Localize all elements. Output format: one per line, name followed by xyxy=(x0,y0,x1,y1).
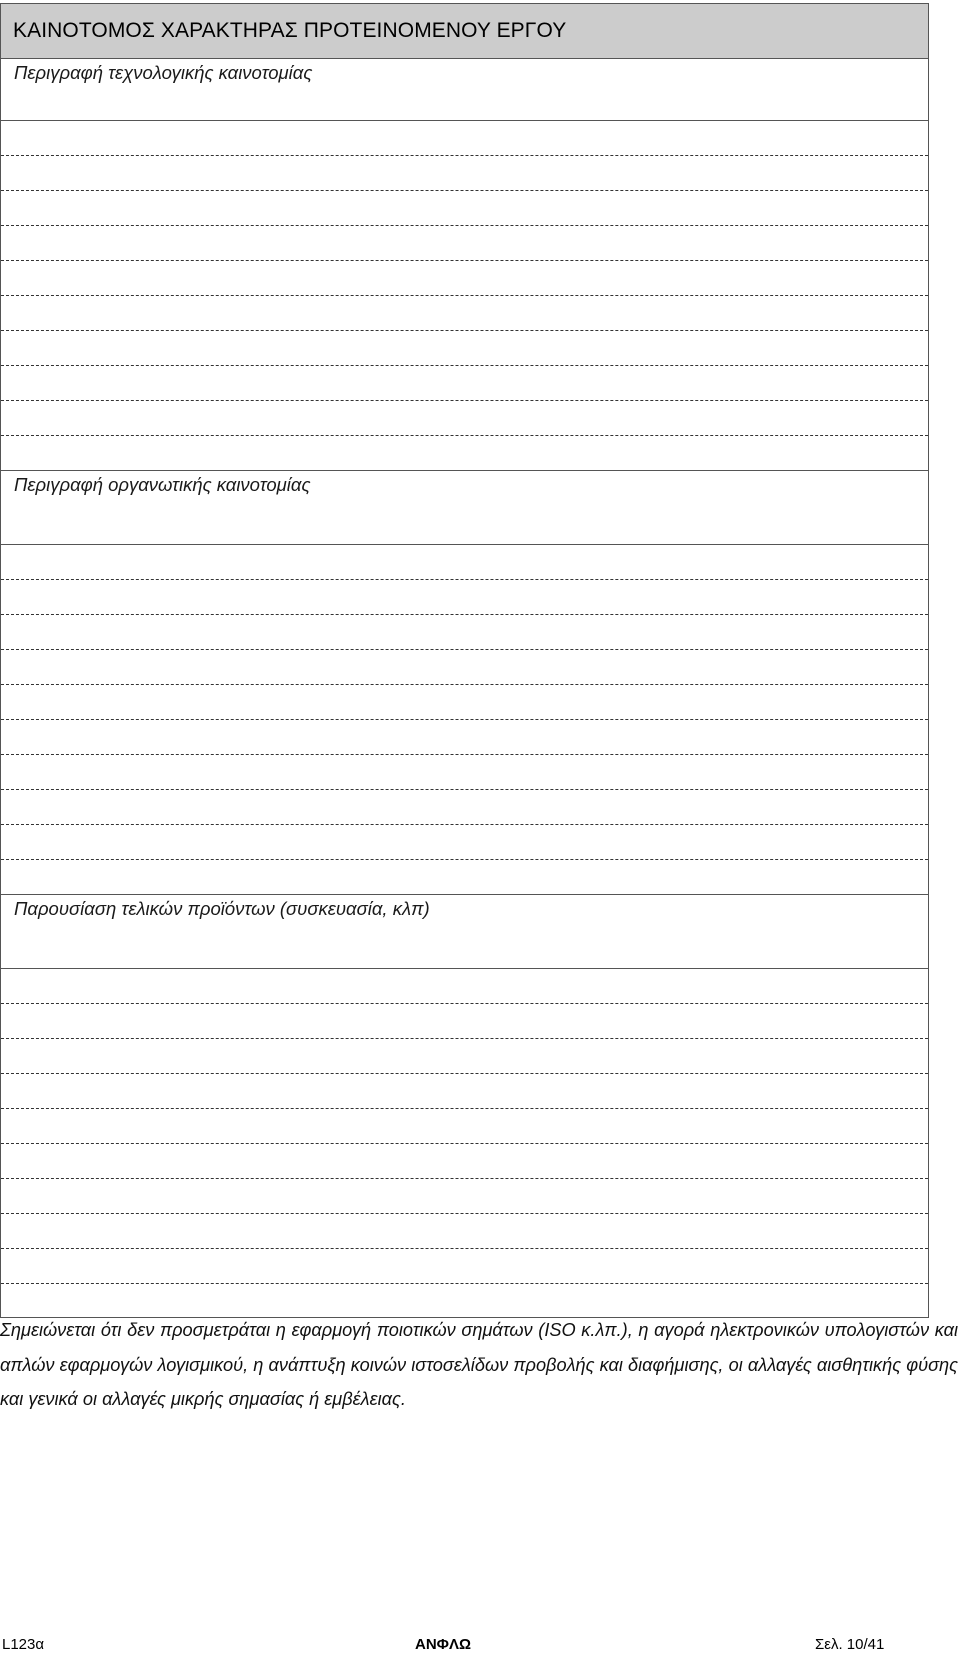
section-label-final-products: Παρουσίαση τελικών προϊόντων (συσκευασία, κλπ) xyxy=(1,895,929,969)
page-number: Σελ. 10/41 xyxy=(815,1636,885,1653)
document-code: L123α xyxy=(2,1636,45,1653)
blank-line-last xyxy=(1,860,928,894)
section-lines-organizational[interactable] xyxy=(1,545,929,895)
blank-line xyxy=(1,1144,928,1179)
section-lines-final-products[interactable] xyxy=(1,969,929,1319)
blank-line xyxy=(1,1074,928,1109)
blank-line xyxy=(1,1004,928,1039)
blank-line xyxy=(1,1214,928,1249)
innovation-form-table xyxy=(0,3,929,1318)
blank-line xyxy=(1,580,928,615)
blank-line xyxy=(1,825,928,860)
section-label-technological: Περιγραφή τεχνολογικής καινοτομίας xyxy=(1,59,929,121)
blank-line xyxy=(1,650,928,685)
blank-line xyxy=(1,545,928,580)
form-title: ΚΑΙΝΟΤΟΜΟΣ ΧΑΡΑΚΤΗΡΑΣ ΠΡΟΤΕΙΝΟΜΕΝΟΥ ΕΡΓΟΥ xyxy=(1,4,929,59)
exclusion-note: Σημειώνεται ότι δεν προσμετράται η εφαρμογή ποιοτικών σημάτων (ISO κ.λπ.), η αγορά ηλεκτρονικών υπολογιστών και απλών εφαρμογών λογισμικού, η ανάπτυξη κοινών ιστοσελίδων προβολής και διαφήμισης, οι αλλαγές αισθητικής φύσης και γενικά οι αλλαγές μικρής σημασίας ή εμβέλειας. xyxy=(0,1320,958,1409)
blank-line xyxy=(1,156,928,191)
blank-line xyxy=(1,969,928,1004)
blank-line xyxy=(1,755,928,790)
blank-line xyxy=(1,191,928,226)
page-footer xyxy=(0,1636,960,1656)
blank-line xyxy=(1,685,928,720)
blank-line xyxy=(1,720,928,755)
blank-line xyxy=(1,226,928,261)
blank-line xyxy=(1,296,928,331)
blank-line-last xyxy=(1,436,928,470)
blank-line xyxy=(1,401,928,436)
blank-line xyxy=(1,366,928,401)
blank-line xyxy=(1,1249,928,1284)
section-lines-technological[interactable] xyxy=(1,121,929,471)
blank-line xyxy=(1,615,928,650)
organization-name: ΑΝΦΛΩ xyxy=(415,1636,472,1653)
blank-line xyxy=(1,790,928,825)
blank-line xyxy=(1,1179,928,1214)
blank-line xyxy=(1,121,928,156)
section-label-organizational: Περιγραφή οργανωτικής καινοτομίας xyxy=(1,471,929,545)
blank-line xyxy=(1,1039,928,1074)
blank-line xyxy=(1,261,928,296)
blank-line xyxy=(1,1109,928,1144)
blank-line xyxy=(1,331,928,366)
